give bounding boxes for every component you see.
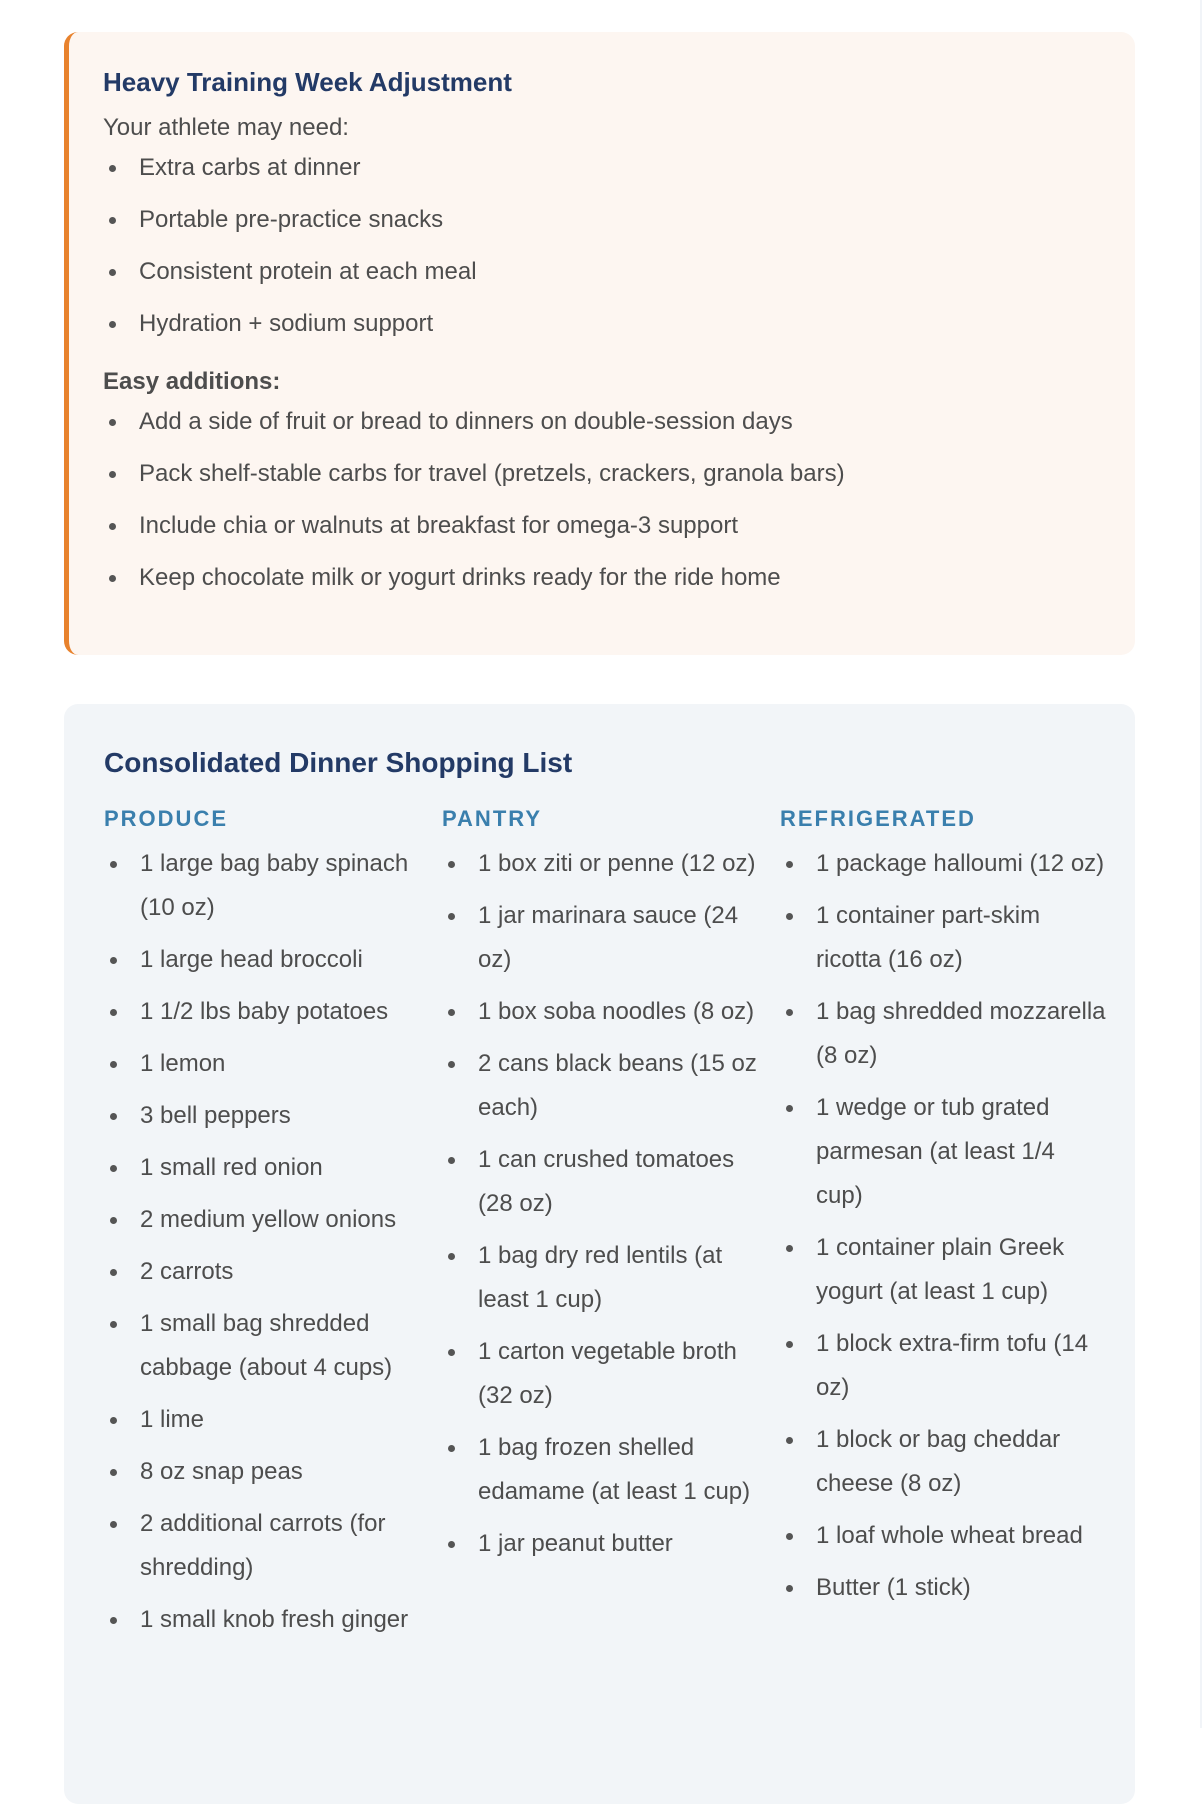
bullet-icon [109,321,116,328]
produce-list [104,842,442,1642]
bullet-icon [786,1105,793,1112]
bullet-icon [110,1469,117,1476]
list-item: 1 wedge or tub grated parmesan (at least 1/4 cup) [780,1086,1118,1218]
list-item: Consistent protein at each meal [103,256,1099,288]
list-item: 1 bag dry red lentils (at least 1 cup) [442,1234,780,1322]
bullet-icon [786,1009,793,1016]
column-heading: REFRIGERATED [780,806,976,831]
bullet-icon [110,1113,117,1120]
refrigerated-list [780,842,1118,1610]
list-item: 1 block or bag cheddar cheese (8 oz) [780,1418,1118,1506]
bullet-icon [109,471,116,478]
list-item: 8 oz snap peas [104,1450,442,1494]
bullet-icon [110,1417,117,1424]
pantry-list [442,842,780,1566]
bullet-icon [109,575,116,582]
bullet-icon [110,1269,117,1276]
list-item: 1 1/2 lbs baby potatoes [104,990,442,1034]
list-item: 1 small knob fresh ginger [104,1598,442,1642]
additions-list [103,406,1099,594]
bullet-icon [109,165,116,172]
list-item: Add a side of fruit or bread to dinners on double-session days [103,406,1099,438]
list-item: 1 package halloumi (12 oz) [780,842,1118,886]
bullet-icon [786,1585,793,1592]
list-item: 1 can crushed tomatoes (28 oz) [442,1138,780,1226]
bullet-icon [110,1165,117,1172]
list-item: 2 carrots [104,1250,442,1294]
list-item: 1 box soba noodles (8 oz) [442,990,780,1034]
list-item: 1 bag shredded mozzarella (8 oz) [780,990,1118,1078]
list-item: Include chia or walnuts at breakfast for omega-3 support [103,510,1099,542]
bullet-icon [109,419,116,426]
bullet-icon [110,1321,117,1328]
list-item: 1 large head broccoli [104,938,442,982]
list-item: 2 medium yellow onions [104,1198,442,1242]
bullet-icon [109,217,116,224]
bullet-icon [110,1217,117,1224]
shopping-list-title: Consolidated Dinner Shopping List [104,747,573,778]
bullet-icon [110,957,117,964]
list-item: Extra carbs at dinner [103,152,1099,184]
bullet-icon [448,1349,455,1356]
additions-heading: Easy additions: [103,368,281,395]
list-item: Pack shelf-stable carbs for travel (pretzels, crackers, granola bars) [103,458,1099,490]
list-item: Hydration + sodium support [103,308,1099,340]
list-item: Butter (1 stick) [780,1566,1118,1610]
bullet-icon [448,861,455,868]
list-item: 1 jar marinara sauce (24 oz) [442,894,780,982]
shopping-list-card [64,704,1135,1804]
shopping-columns [104,804,1106,1650]
needs-list [103,152,1099,340]
list-item: 2 additional carrots (for shredding) [104,1502,442,1590]
bullet-icon [109,269,116,276]
bullet-icon [109,523,116,530]
list-item: 1 container part-skim ricotta (16 oz) [780,894,1118,982]
list-item: 3 bell peppers [104,1094,442,1138]
heavy-training-card [64,32,1135,655]
training-card-intro: Your athlete may need: [103,114,349,141]
bullet-icon [448,1157,455,1164]
list-item: 1 box ziti or penne (12 oz) [442,842,780,886]
list-item: 1 small red onion [104,1146,442,1190]
column-produce [104,804,442,1650]
column-heading: PANTRY [442,806,542,831]
bullet-icon [448,913,455,920]
list-item: 1 carton vegetable broth (32 oz) [442,1330,780,1418]
bullet-icon [110,1009,117,1016]
bullet-icon [448,1009,455,1016]
column-heading: PRODUCE [104,806,229,831]
list-item: 1 loaf whole wheat bread [780,1514,1118,1558]
bullet-icon [448,1253,455,1260]
list-item: 1 bag frozen shelled edamame (at least 1 cup) [442,1426,780,1514]
column-refrigerated [780,804,1118,1650]
bullet-icon [786,1245,793,1252]
list-item: 1 lemon [104,1042,442,1086]
list-item: 1 lime [104,1398,442,1442]
list-item: 1 large bag baby spinach (10 oz) [104,842,442,930]
bullet-icon [448,1445,455,1452]
bullet-icon [448,1061,455,1068]
bullet-icon [786,861,793,868]
bullet-icon [448,1541,455,1548]
training-card-title: Heavy Training Week Adjustment [103,67,512,97]
bullet-icon [110,1521,117,1528]
list-item: Keep chocolate milk or yogurt drinks ready for the ride home [103,562,1099,594]
list-item: 1 small bag shredded cabbage (about 4 cups) [104,1302,442,1390]
bullet-icon [110,1617,117,1624]
list-item: 1 jar peanut butter [442,1522,780,1566]
list-item: 2 cans black beans (15 oz each) [442,1042,780,1130]
list-item: 1 container plain Greek yogurt (at least 1 cup) [780,1226,1118,1314]
bullet-icon [786,913,793,920]
bullet-icon [110,861,117,868]
bullet-icon [110,1061,117,1068]
bullet-icon [786,1437,793,1444]
list-item: Portable pre-practice snacks [103,204,1099,236]
list-item: 1 block extra-firm tofu (14 oz) [780,1322,1118,1410]
column-pantry [442,804,780,1650]
bullet-icon [786,1533,793,1540]
bullet-icon [786,1341,793,1348]
